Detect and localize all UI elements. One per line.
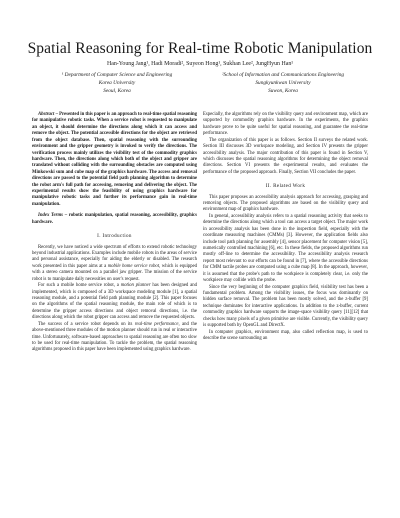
affiliation-org: Korea University <box>98 80 136 86</box>
intro-p2-emphasis: motion planner <box>120 283 151 289</box>
related-paragraph-2: In general, accessibility analysis refers to a spatial reasoning activity that seeks to determine the directions along which a tool can access a target object. The major work in accessibility analysis has been done in the inspection field, especially with the coordinate measuring machines (CMMs) [3]. However, the application fields also include tool path planning for assembly [4], sensor placement for computer vision [5], numerically controlled machining [6], etc. In these fields, the proposed algorithms run mostly off-line to determine the accessibility. The accessibility analysis research report most relevant to our efforts can be found in [7], where the accessible directions for CMM tactile probes are computed using a cube map [8]. In the approach, however, it is assumed that the probe's path to the workpiece is completely clear, i.e. only the workpiece may collide with the probe. <box>203 213 368 284</box>
abstract <box>32 112 197 208</box>
intro-p1-emphasis: mobile home service robot <box>107 263 160 269</box>
affiliation-dept: ²School of Information and Communications Engineering <box>221 72 345 78</box>
affiliation-dept: ¹ Department of Computer Science and Engineering <box>61 72 173 78</box>
affiliation-sungkyunkwan-university <box>198 71 368 95</box>
intro-p1-tail: , which is equipped with a stereo camera mounted on a parallel jaw gripper. The mission of the service robot is to manipulate daily necessities on user's request. <box>32 263 198 282</box>
intro-paragraph-3 <box>32 322 197 354</box>
related-paragraph-1: This paper proposes an accessibility analysis approach for accessing, grasping and removing objects. The proposed algorithms are based on the visibility query and environment map of graphics hardware. <box>203 194 368 213</box>
intro-paragraph-5: The organization of this paper is as follows. Section II surveys the related work. Section III discusses 3D workspace modeling, and Section IV presents the gripper accessibility analysis. The major contribution of this paper is found in Section V, which discusses the spatial reasoning algorithms for determining the object removal directions. Section VI presents the experimental results, and evaluates the performance of the proposed approach. Finally, Section VII concludes the paper. <box>203 137 368 175</box>
intro-paragraph-2 <box>32 283 197 322</box>
intro-paragraph-4: Especially, the algorithms rely on the visibility query and environment map, which are supported by commodity graphics hardware. In the experiments, the graphics hardware prove to be quite useful for spatial reasoning, and guarantee the real-time performance. <box>203 112 368 137</box>
section-heading-related-work: II. Related Work <box>265 183 306 190</box>
related-paragraph-3: Since the very beginning of the computer graphics field, visibility test has been a fundamental problem. Among the visibility issues, the focus was dominantly on hidden surface removal. The problem has been mostly solved, and the z-buffer [9] technique dominates for interactive applications. In addition to the z-buffer, current commodity graphics hardware supports the image-space visibility query [11][12] that checks how many pixels of a given primitive are visible. Currently, the visibility query is supported both by OpenGL and DirectX. <box>203 284 368 329</box>
affiliation-org: Sungkyunkwan University <box>255 80 311 86</box>
affiliation-korea-university <box>32 71 202 95</box>
index-terms <box>32 213 197 226</box>
section-heading-introduction: I. Introduction <box>97 233 132 240</box>
index-terms-text: – robotic manipulation, spatial reasoning, accessibility, graphics hardware. <box>32 213 197 225</box>
intro-p3-head: The success of a service robot depends on its <box>38 321 133 327</box>
intro-p2-head: For such a mobile home service robot, a <box>38 283 119 289</box>
right-column <box>203 112 368 342</box>
affiliation-place: Seoul, Korea <box>103 88 131 94</box>
intro-p1-text: Recently, we have noticed a wide spectrum of efforts to extend robotic technology beyond industrial applications. Examples include mobile robots in the areas of service and personal assistance, especially for aiding the elderly or disabled. The research work presented in this paper aims at a <box>32 244 197 269</box>
author-list: Han-Young Jang¹, Hadi Moradi², Suyeon Hong¹, Sukhan Lee², JungHyun Han¹ <box>106 61 294 67</box>
intro-p3-tail: , and the above-mentioned three modules of the motion planner should run in real or interactive time. Unfortunately, software-based approaches to spatial reasoning are often too slow to be used for real-time manipulation. To tackle the problem, the spatial reasoning algorithms proposed in this paper have been implemented using graphics hardware. <box>32 321 197 353</box>
intro-p2-tail: has been designed and implemented, which is composed of a 3D workspace modeling module [1], a spatial reasoning module, and a potential field path planning module [2]. This paper focuses on the algorithms of the spatial reasoning module, the main role of which is to determine the gripper access directions and object removal directions, i.e. the directions along which the robot gripper can access and remove the requested objects. <box>32 283 198 321</box>
abstract-text: – Presented in this paper is an approach to real-time spatial reasoning for manipulative robotic tasks. When a service robot is requested to manipulate an object, it should determine the directions along which it can access and remove the object. The potential accessible directions for the object are retrieved from the object database. Then, spatial reasoning with the surrounding environment and the gripper geometry is invoked to verify the directions. The verification process mainly utilizes the visibility test of the commodity graphics hardware. Then, the directions along which both of the object and gripper are translated without colliding with the surrounding obstacles are computed using Minkowski sum and cube map of the graphics hardware. The access and removal directions are passed to the potential field path planning algorithm to determine the robot arm's full path for accessing, removing and delivering the object. The experimental results show the feasibility of using graphics hardware for manipulative robotic tasks and further its performance gain in real-time manipulation. <box>32 112 197 207</box>
intro-p3-emphasis: real-time performance <box>134 321 179 327</box>
intro-paragraph-1 <box>32 245 197 284</box>
left-column <box>32 112 197 354</box>
related-paragraph-4: In computer graphics, environment map, also called reflection map, is used to describe the scene surrounding an <box>203 329 368 341</box>
paper-title: Spatial Reasoning for Real-time Robotic Manipulation <box>27 40 373 57</box>
abstract-lead: Abstract <box>38 112 55 117</box>
index-terms-lead: Index Terms <box>38 213 64 219</box>
affiliation-place: Suwon, Korea <box>268 88 298 94</box>
